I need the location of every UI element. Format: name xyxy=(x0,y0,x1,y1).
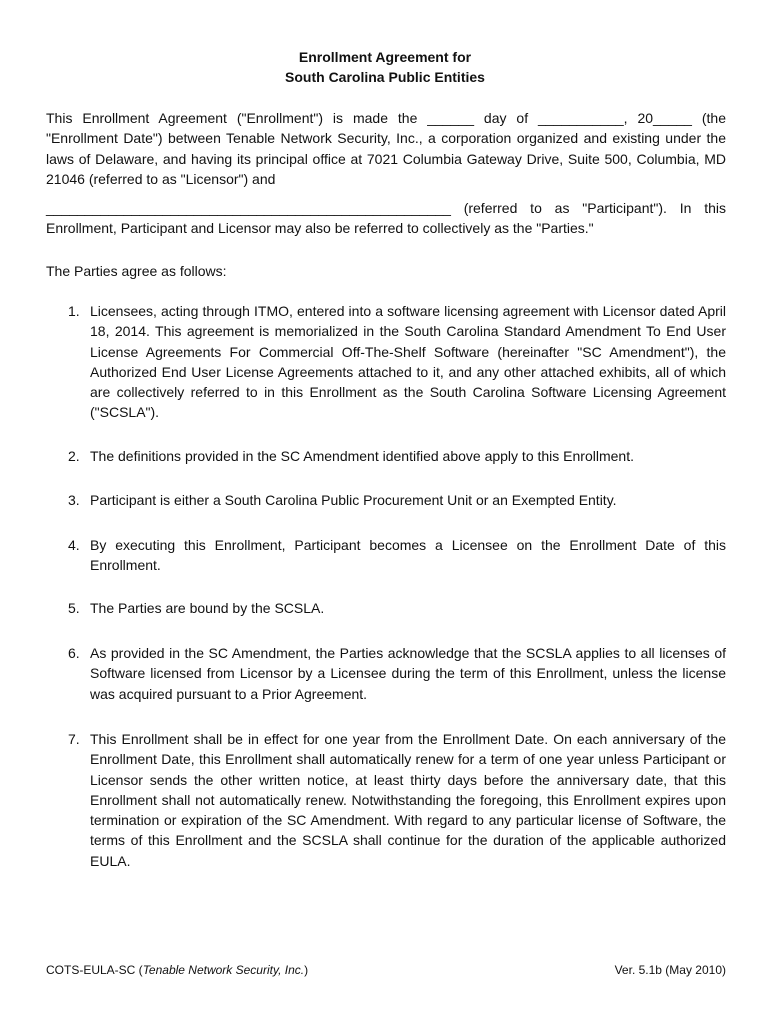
list-item-text: The Parties are bound by the SCSLA. xyxy=(90,600,325,616)
list-item-number: 3. xyxy=(68,492,80,508)
footer-company: Tenable Network Security, Inc. xyxy=(142,963,305,977)
list-item-text: As provided in the SC Amendment, the Parties acknowledge that the SCSLA applies to all licenses of Software licensed from Licensor by a Licensee during the term of this Enrollment, unless the license was acquired pursuant to a Prior Agreement. xyxy=(90,645,726,702)
list-item-text: This Enrollment shall be in effect for one year from the Enrollment Date. On each anniversary of the Enrollment Date, this Enrollment shall automatically renew for a term of one year unless Participant or Licensor sends the other written notice, at least thirty days before the anniversary date, that this Enrollment shall not automatically renew. Notwithstanding the foregoing, this Enrollment expires upon termination or expiration of the SC Amendment. With regard to any particular license of Software, the terms of this Enrollment and the SCSLA shall continue for the duration of the applicable authorized EULA. xyxy=(90,731,726,869)
agree-statement: The Parties agree as follows: xyxy=(46,263,227,279)
list-item-number: 6. xyxy=(68,645,80,661)
list-item-number: 1. xyxy=(68,303,80,319)
footer-code-prefix: COTS-EULA-SC ( xyxy=(46,963,143,977)
list-item-number: 7. xyxy=(68,731,80,747)
list-item-text: Participant is either a South Carolina Public Procurement Unit or an Exempted Entity. xyxy=(90,492,617,508)
list-item-number: 2. xyxy=(68,448,80,464)
footer-version: Ver. 5.1b (May 2010) xyxy=(614,963,726,977)
list-item-text: The definitions provided in the SC Amendment identified above apply to this Enrollment. xyxy=(90,448,634,464)
list-item-number: 4. xyxy=(68,537,80,553)
document-title-line2: South Carolina Public Entities xyxy=(285,69,485,85)
participant-paragraph: ____________________________________________________ (referred to as "Participant"). In this Enrollment, Participant and Licensor may also be referred to collectively as the "Parties." xyxy=(46,200,726,237)
intro-paragraph: This Enrollment Agreement ("Enrollment") is made the ______ day of ___________, 20_____ (the "Enrollment Date") between Tenable Network Security, Inc., a corporation organized and existing under the laws of Delaware, and having its principal office at 7021 Columbia Gateway Drive, Suite 500, Columbia, MD 21046 (referred to as "Licensor") and xyxy=(46,110,726,187)
document-title-line1: Enrollment Agreement for xyxy=(298,49,472,65)
list-item-text: Licensees, acting through ITMO, entered into a software licensing agreement with Licensor dated April 18, 2014. This agreement is memorialized in the South Carolina Standard Amendment To End User License Agreements For Commercial Off-The-Shelf Software (hereinafter "SC Amendment"), the Authorized End User License Agreements attached to it, and any other attached exhibits, all of which are collectively referred to in this Enrollment as the South Carolina Software Licensing Agreement ("SCSLA"). xyxy=(90,303,726,421)
footer-document-code xyxy=(46,962,308,978)
list-item-number: 5. xyxy=(68,600,80,616)
list-item-text: By executing this Enrollment, Participant becomes a Licensee on the Enrollment Date of this Enrollment. xyxy=(90,537,726,574)
footer-code-suffix: ) xyxy=(304,963,309,977)
